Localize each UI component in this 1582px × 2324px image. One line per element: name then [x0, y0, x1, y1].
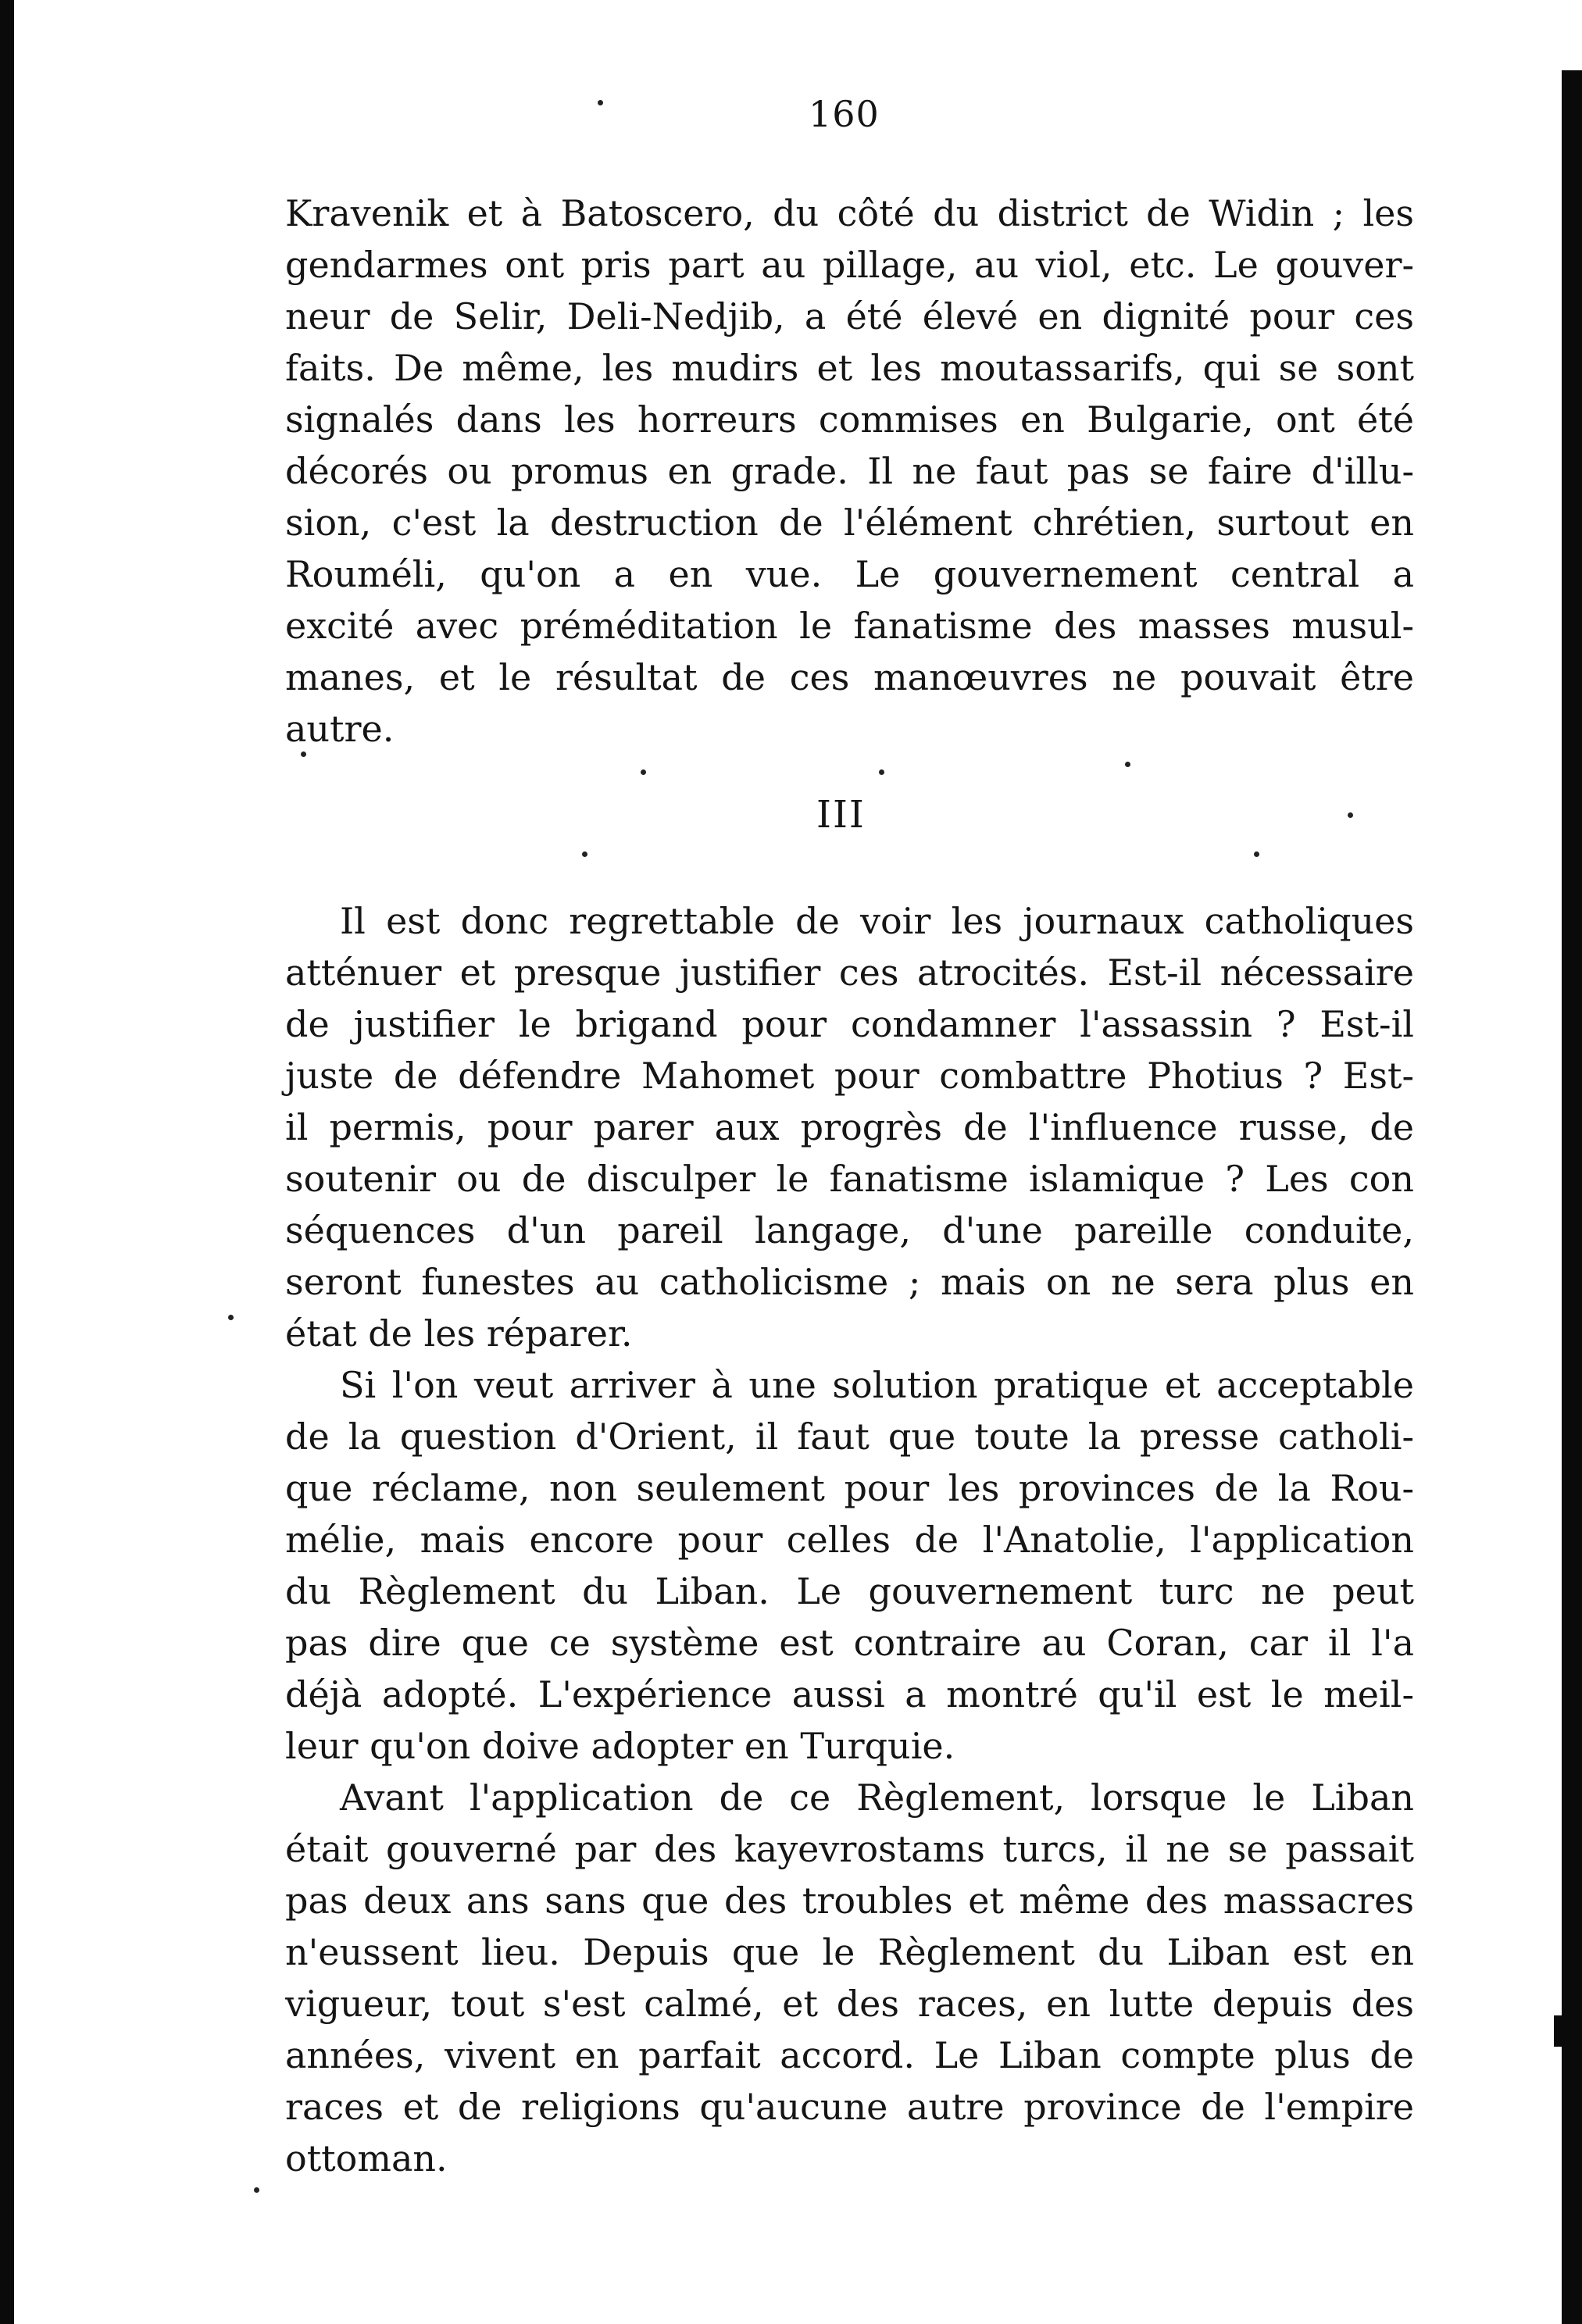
text-line: années, vivent en parfait accord. Le Liban compte plus de — [285, 2034, 1414, 2076]
text-line: vigueur, tout s'est calmé, et des races, en lutte depuis des — [285, 1983, 1414, 2025]
scan-speck — [301, 751, 306, 757]
scan-speck — [879, 769, 884, 775]
text-line: état de les réparer. — [285, 1312, 633, 1355]
text-line: races et de religions qu'aucune autre province de l'empire — [285, 2086, 1414, 2128]
text-line: il permis, pour parer aux progrès de l'influence russe, de — [285, 1106, 1414, 1148]
text-line: autre. — [285, 708, 395, 750]
text-line: manes, et le résultat de ces manœuvres ne pouvait être — [285, 656, 1414, 698]
text-line: était gouverné par des kayevrostams turcs, il ne se passait — [285, 1828, 1414, 1870]
text-line: Il est donc regrettable de voir les journaux catholiques — [340, 900, 1414, 942]
page-binding-left-edge — [0, 0, 14, 2324]
text-line: décorés ou promus en grade. Il ne faut pas se faire d'illu- — [285, 450, 1414, 492]
scan-speck — [1254, 851, 1259, 857]
text-line: de la question d'Orient, il faut que toute la presse catholi- — [285, 1415, 1414, 1458]
scan-speck — [582, 851, 587, 857]
scan-speck — [598, 100, 603, 105]
text-line: pas dire que ce système est contraire au Coran, car il l'a — [285, 1622, 1414, 1664]
text-line: Kravenik et à Batoscero, du côté du district de Widin ; les — [285, 192, 1414, 234]
text-line: neur de Selir, Deli-Nedjib, a été élevé en dignité pour ces — [285, 295, 1414, 337]
text-line: sion, c'est la destruction de l'élément chrétien, surtout en — [285, 502, 1414, 544]
scan-speck — [254, 2187, 259, 2193]
text-line: leur qu'on doive adopter en Turquie. — [285, 1725, 955, 1767]
text-line: soutenir ou de disculper le fanatisme islamique ? Les con — [285, 1158, 1414, 1200]
text-line: pas deux ans sans que des troubles et même des massacres — [285, 1880, 1414, 1922]
text-line: atténuer et presque justifier ces atrocités. Est-il nécessaire — [285, 951, 1414, 994]
page-binding-right-edge — [1562, 70, 1582, 2324]
text-line: Avant l'application de ce Règlement, lorsque le Liban — [340, 1776, 1414, 1819]
scan-speck — [1125, 762, 1130, 767]
page-number: 160 — [809, 93, 880, 135]
section-heading: III — [816, 793, 866, 837]
text-line: Si l'on veut arriver à une solution pratique et acceptable — [340, 1364, 1414, 1406]
text-line: que réclame, non seulement pour les provinces de la Rou- — [285, 1467, 1414, 1509]
text-line: faits. De même, les mudirs et les moutassarifs, qui se sont — [285, 347, 1414, 389]
page-binding-notch — [1554, 2015, 1562, 2047]
scan-speck — [641, 769, 646, 775]
text-line: juste de défendre Mahomet pour combattre Photius ? Est- — [285, 1055, 1414, 1097]
text-line: déjà adopté. L'expérience aussi a montré qu'il est le meil- — [285, 1673, 1414, 1715]
scan-speck — [228, 1315, 234, 1320]
text-line: séquences d'un pareil langage, d'une pareille conduite, — [285, 1209, 1414, 1251]
text-line: gendarmes ont pris part au pillage, au viol, etc. Le gouver- — [285, 244, 1414, 286]
text-line: mélie, mais encore pour celles de l'Anatolie, l'application — [285, 1519, 1414, 1561]
text-line: ottoman. — [285, 2137, 448, 2179]
text-line: seront funestes au catholicisme ; mais on ne sera plus en — [285, 1261, 1414, 1303]
text-line: de justifier le brigand pour condamner l'assassin ? Est-il — [285, 1003, 1414, 1045]
text-line: Rouméli, qu'on a en vue. Le gouvernement central a — [285, 553, 1414, 595]
text-line: n'eussent lieu. Depuis que le Règlement du Liban est en — [285, 1931, 1414, 1973]
scan-speck — [1348, 812, 1353, 818]
text-line: excité avec préméditation le fanatisme des masses musul- — [285, 605, 1414, 647]
text-line: du Règlement du Liban. Le gouvernement turc ne peut — [285, 1570, 1414, 1612]
text-line: signalés dans les horreurs commises en Bulgarie, ont été — [285, 398, 1414, 441]
